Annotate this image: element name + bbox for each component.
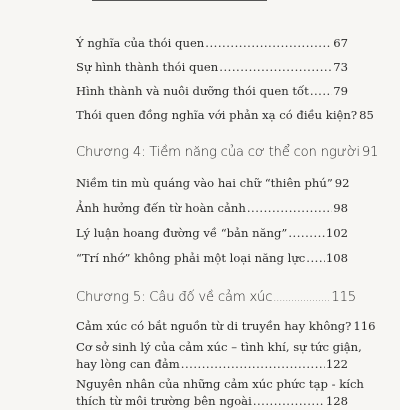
toc-entry (76, 250, 348, 267)
toc-entry-page: 108 (325, 251, 348, 265)
toc-entry (76, 59, 348, 76)
toc-entry-title: Niềm tin mù quáng vào hai chữ “thiên phú” (76, 176, 333, 190)
dot-leader (288, 225, 325, 242)
toc-entry (76, 175, 348, 192)
toc-entry-title: Sự hình thành thói quen (76, 60, 219, 74)
toc-entry-title: Lý luận hoang đường về “bản năng” (76, 226, 288, 240)
top-rule (92, 0, 267, 1)
toc-entry-title: Ý nghĩa của thói quen (76, 36, 205, 50)
toc-entry-title: Thói quen đồng nghĩa với phản xạ có điều kiện? (76, 108, 358, 122)
chapter-title: Chương 5: Câu đố về cảm xúc (76, 290, 273, 305)
toc-entry (76, 318, 376, 335)
dot-leader (310, 83, 332, 100)
dot-leader (219, 59, 332, 76)
dot-leader (253, 393, 325, 410)
toc-entry (76, 107, 374, 124)
toc-entry-title: Cảm xúc có bắt nguồn từ di truyền hay không? (76, 319, 352, 333)
toc-entry-title-line1: Nguyên nhân của những cảm xúc phức tạp - kích (76, 377, 364, 391)
toc-entry-multiline (76, 339, 362, 373)
toc-entry-title: Hình thành và nuôi dưỡng thói quen tốt (76, 84, 309, 98)
dot-leader (247, 200, 332, 217)
toc-entry-page: 128 (325, 394, 348, 408)
toc-entry-title: “Trí nhớ” không phải một loại năng lực (76, 251, 306, 265)
dot-leader (306, 250, 325, 267)
toc-entry-line2 (76, 393, 348, 410)
toc-entry-multiline (76, 376, 364, 410)
toc-entry-title-line1: Cơ sở sinh lý của cảm xúc – tình khí, sự tức giận, (76, 340, 362, 354)
toc-entry (76, 200, 348, 217)
dot-leader (181, 356, 325, 373)
toc-entry-title: hay lòng can đảm (76, 357, 180, 371)
toc-entry-page: 79 (333, 84, 348, 98)
toc-entry-page: 116 (353, 319, 376, 333)
chapter-title: Chương 4: Tiềm năng của cơ thể con người (76, 145, 360, 160)
toc-entry-line2 (76, 356, 348, 373)
toc-entry-title: thích từ môi trường bên ngoài (76, 394, 252, 408)
toc-entry-page: 73 (333, 60, 348, 74)
toc-entry-page: 98 (333, 201, 348, 215)
chapter-page: 115 (331, 290, 356, 305)
toc-entry-title: Ảnh hưởng đến từ hoàn cảnh (76, 201, 246, 215)
chapter-heading (76, 289, 356, 308)
toc-entry-page: 122 (325, 357, 348, 371)
toc-entry (76, 35, 348, 52)
chapter-page: 91 (361, 145, 379, 160)
toc-entry-page: 67 (333, 36, 348, 50)
toc-entry-page: 85 (359, 108, 374, 122)
dot-leader (205, 35, 332, 52)
toc-entry (76, 83, 348, 100)
chapter-heading (76, 144, 379, 163)
toc-entry (76, 225, 348, 242)
toc-entry-page: 102 (325, 226, 348, 240)
toc-entry-page: 92 (334, 176, 350, 190)
dot-leader (273, 290, 330, 308)
